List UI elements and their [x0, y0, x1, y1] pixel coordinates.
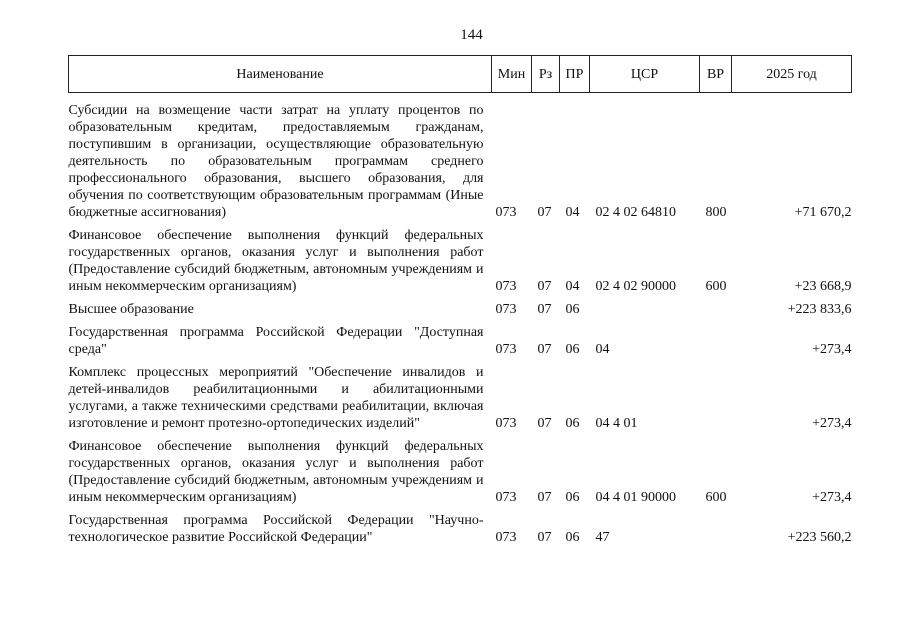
- header-year: 2025 год: [732, 56, 852, 93]
- row-pr: 06: [565, 416, 580, 431]
- table-row: [69, 358, 852, 432]
- row-min: 073: [495, 279, 517, 294]
- row-amount: +273,4: [812, 490, 852, 505]
- header-rz: Рз: [532, 56, 560, 93]
- row-csr: 02 4 02 64810: [595, 205, 676, 220]
- table-row: [69, 295, 852, 318]
- row-vr: [700, 358, 732, 432]
- row-name: Субсидии на возмещение части затрат на уплату процентов по образовательным кредитам, предоставляемым гражданам, поступившим в организации, осуществляющие образовательную деятельность по образовательным программам среднего профессионального образования, высшего образования, для обучения по соответствующим образовательным программам (Иные бюджетные ассигнования): [68, 103, 484, 220]
- row-amount: +273,4: [812, 416, 852, 431]
- row-rz: 07: [537, 490, 552, 505]
- row-amount: +71 670,2: [794, 205, 852, 220]
- row-csr: [590, 295, 700, 318]
- row-vr: [700, 318, 732, 358]
- row-min: 073: [495, 490, 517, 505]
- table-row: [69, 432, 852, 506]
- row-amount: +23 668,9: [794, 279, 852, 294]
- row-rz: 07: [537, 342, 552, 357]
- row-min: 073: [495, 416, 517, 431]
- row-rz: 07: [537, 279, 552, 294]
- table-row: [69, 318, 852, 358]
- row-pr: 06: [565, 342, 580, 357]
- table-row: [69, 221, 852, 295]
- row-name: Финансовое обеспечение выполнения функций федеральных государственных органов, оказания услуг и выполнения работ (Предоставление субсидий бюджетным, автономным учреждениям и иным некоммерческим организациям): [68, 228, 484, 294]
- row-rz: 07: [537, 530, 552, 545]
- row-pr: 04: [565, 279, 580, 294]
- row-vr: [700, 295, 732, 318]
- row-csr: 04: [595, 342, 610, 357]
- table-header-row: [69, 56, 852, 93]
- row-csr: 04 4 01: [595, 416, 638, 431]
- row-vr: [700, 506, 732, 546]
- row-amount: +223 560,2: [787, 530, 852, 545]
- page-number: 144: [460, 27, 483, 43]
- table-row: [69, 93, 852, 222]
- row-name: Высшее образование: [68, 302, 194, 317]
- header-vr: ВР: [700, 56, 732, 93]
- row-min: 073: [495, 302, 517, 317]
- row-min: 073: [495, 342, 517, 357]
- row-amount: +223 833,6: [787, 302, 852, 317]
- row-amount: +273,4: [812, 342, 852, 357]
- header-name: Наименование: [69, 56, 492, 93]
- table-row: [69, 506, 852, 546]
- row-rz: 07: [537, 416, 552, 431]
- budget-table: [68, 55, 852, 546]
- row-vr: 600: [705, 279, 727, 294]
- row-pr: 04: [565, 205, 580, 220]
- row-name: Государственная программа Российской Федерации "Доступная среда": [68, 325, 484, 357]
- row-min: 073: [495, 205, 517, 220]
- row-pr: 06: [565, 302, 580, 317]
- row-rz: 07: [537, 302, 552, 317]
- row-vr: 800: [705, 205, 727, 220]
- row-name: Финансовое обеспечение выполнения функций федеральных государственных органов, оказания услуг и выполнения работ (Предоставление субсидий бюджетным, автономным учреждениям и иным некоммерческим организациям): [68, 439, 484, 505]
- header-csr: ЦСР: [590, 56, 700, 93]
- row-pr: 06: [565, 490, 580, 505]
- row-vr: 600: [705, 490, 727, 505]
- header-pr: ПР: [560, 56, 590, 93]
- row-csr: 47: [595, 530, 610, 545]
- row-rz: 07: [537, 205, 552, 220]
- header-min: Мин: [492, 56, 532, 93]
- row-pr: 06: [565, 530, 580, 545]
- row-csr: 04 4 01 90000: [595, 490, 676, 505]
- row-name: Государственная программа Российской Федерации "Научно-технологическое развитие Российской Федерации": [68, 513, 484, 545]
- row-name: Комплекс процессных мероприятий "Обеспечение инвалидов и детей-инвалидов реабилитационными и абилитационными услугами, а также техническими средствами реабилитации, включая изготовление и ремонт протезно-ортопедических изделий": [68, 365, 484, 431]
- row-min: 073: [495, 530, 517, 545]
- row-csr: 02 4 02 90000: [595, 279, 676, 294]
